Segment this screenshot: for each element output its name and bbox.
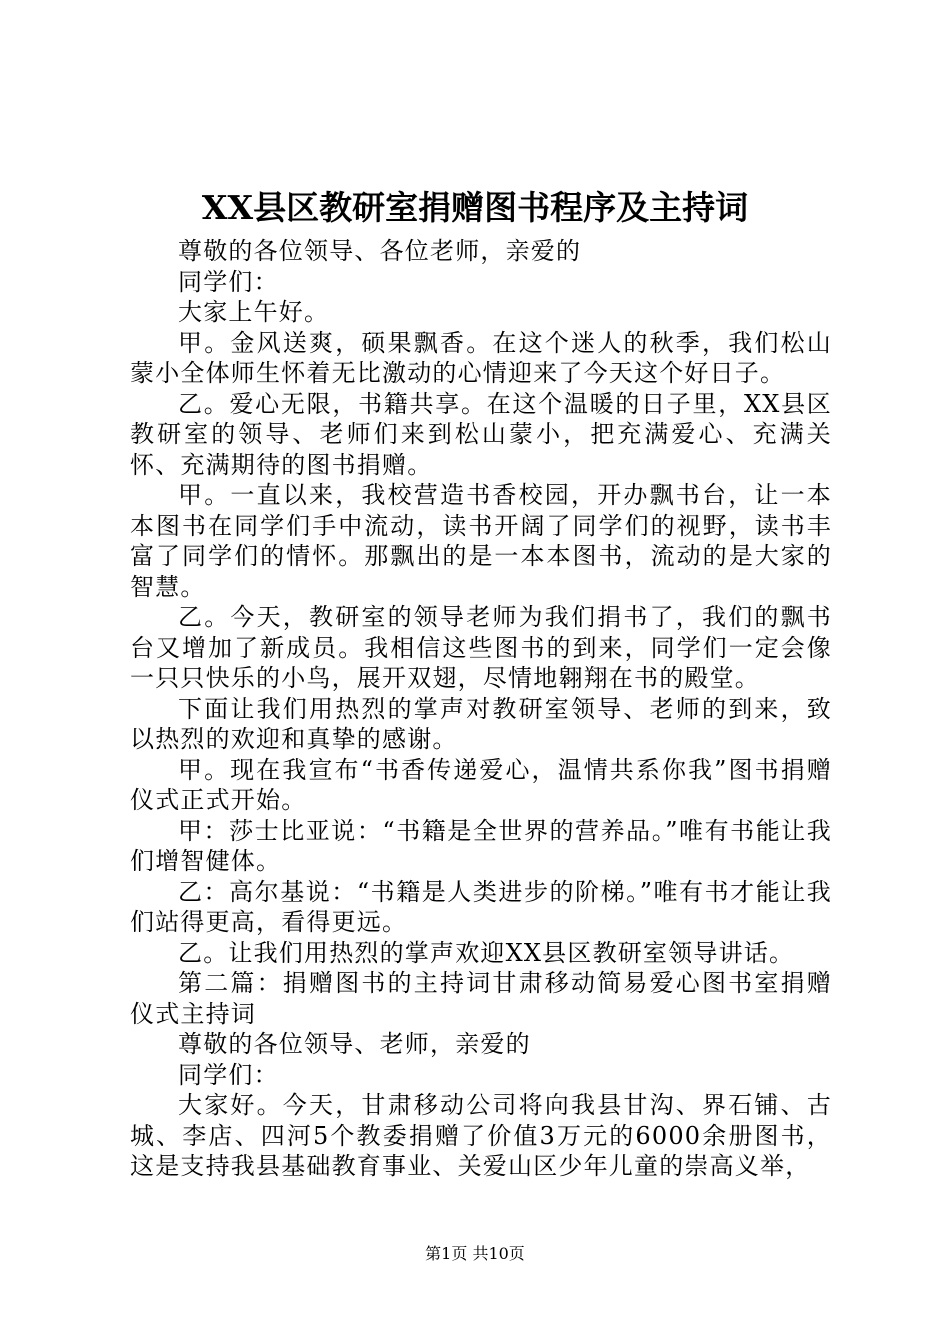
paragraph: 大家上午好。 [178,298,330,326]
paragraph: 尊敬的各位领导、各位老师，亲爱的 [178,237,582,265]
paragraph: 第二篇：捐赠图书的主持词甘肃移动简易爱心图书室捐赠仪式主持词 [130,969,832,1028]
paragraph: 乙。让我们用热烈的掌声欢迎XX县区教研室领导讲话。 [178,938,795,967]
paragraph: 甲。金风送爽，硕果飘香。在这个迷人的秋季，我们松山蒙小全体师生怀着无比激动的心情迎来了今天这个好日子。 [130,328,832,387]
paragraph: 尊敬的各位领导、老师，亲爱的 [178,1030,531,1058]
paragraph: 甲。现在我宣布“书香传递爱心，温情共系你我”图书捐赠仪式正式开始。 [130,755,832,814]
paragraph: 同学们： [178,267,279,296]
paragraph: 同学们： [178,1060,279,1089]
document-title: XX县区教研室捐赠图书程序及主持词 [201,188,749,227]
paragraph: 乙：高尔基说：“书籍是人类进步的阶梯。”唯有书才能让我们站得更高，看得更远。 [130,877,832,936]
paragraph: 乙。今天，教研室的领导老师为我们捐书了，我们的飘书台又增加了新成员。我相信这些图书的到来，同学们一定会像一只只快乐的小鸟，展开双翅，尽情地翱翔在书的殿堂。 [130,603,832,692]
page-footer: 第1页 共10页 [425,1244,525,1263]
paragraph: 甲。一直以来，我校营造书香校园，开办飘书台，让一本本图书在同学们手中流动，读书开阔了同学们的视野，读书丰富了同学们的情怀。那飘出的是一本本图书，流动的是大家的智慧。 [130,481,832,601]
paragraph: 乙。爱心无限，书籍共享。在这个温暖的日子里，XX县区教研室的领导、老师们来到松山蒙小，把充满爱心、充满关怀、充满期待的图书捐赠。 [130,389,832,479]
paragraph: 甲：莎士比亚说：“书籍是全世界的营养品。”唯有书能让我们增智健体。 [130,816,832,875]
paragraph: 大家好。今天，甘肃移动公司将向我县甘沟、界石铺、古城、李店、四河5个教委捐赠了价值3万元的6000余册图书，这是支持我县基础教育事业、关爱山区少年儿童的崇高义举， [130,1091,832,1180]
paragraph: 下面让我们用热烈的掌声对教研室领导、老师的到来，致以热烈的欢迎和真挚的感谢。 [130,694,832,753]
document-body [130,236,832,1182]
